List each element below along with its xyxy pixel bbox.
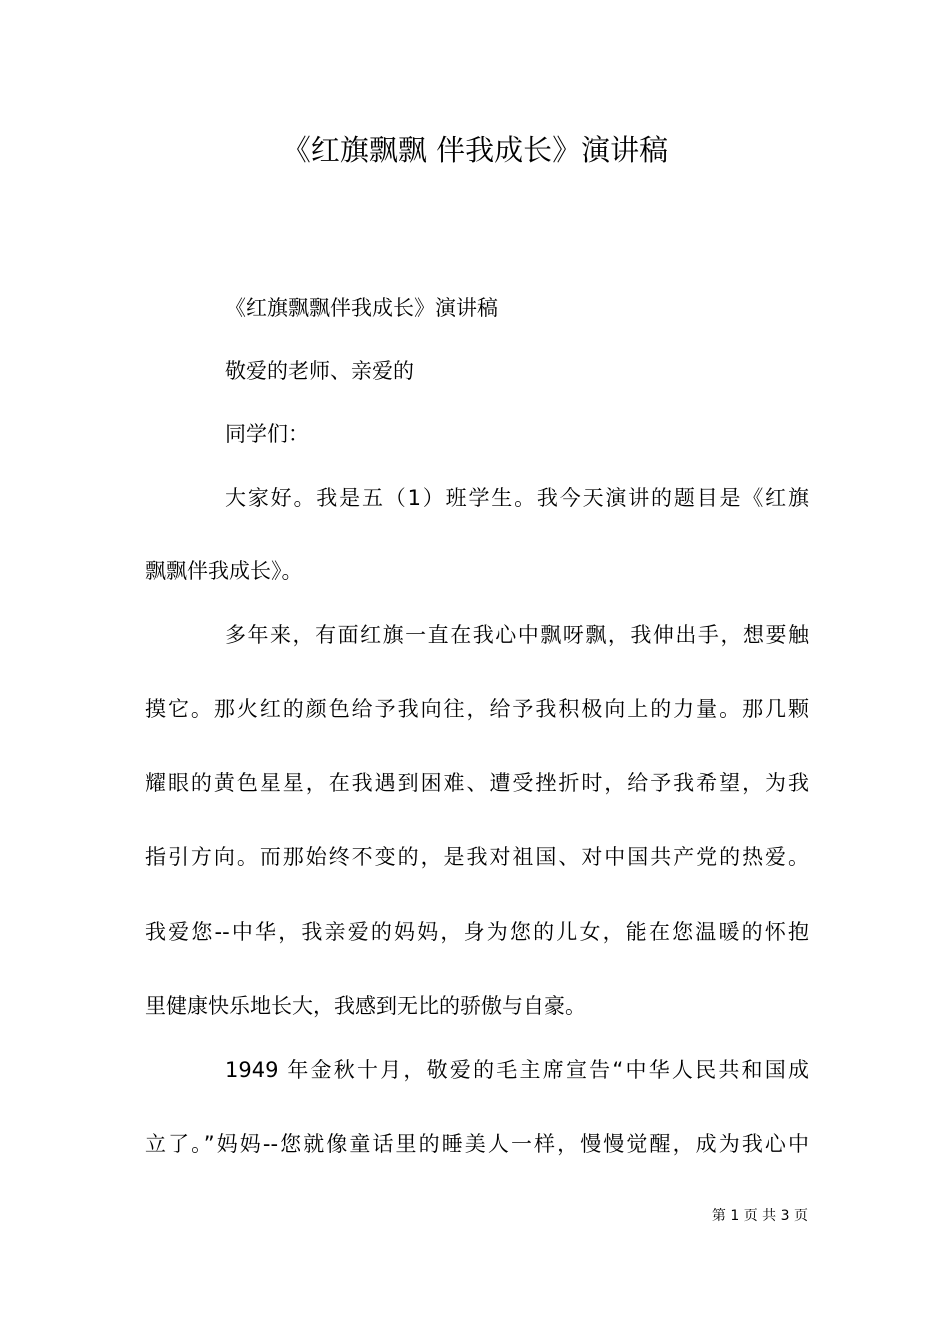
body-line: 指引方向。而那始终不变的，是我对祖国、对中国共产党的热爱。	[145, 845, 809, 869]
body-line: 里健康快乐地长大，我感到无比的骄傲与自豪。	[145, 994, 586, 1018]
body-line: 《红旗飘飘伴我成长》演讲稿	[225, 296, 498, 320]
body-line: 同学们：	[225, 422, 309, 446]
body-line: 大家好。我是五（1）班学生。我今天演讲的题目是《红旗	[225, 486, 809, 510]
body-line: 多年来，有面红旗一直在我心中飘呀飘，我伸出手，想要触	[225, 623, 809, 647]
body-line: 我爱您--中华，我亲爱的妈妈，身为您的儿女，能在您温暖的怀抱	[145, 920, 809, 944]
body-line: 1949 年金秋十月，敬爱的毛主席宣告“中华人民共和国成	[225, 1058, 809, 1082]
body-line: 敬爱的老师、亲爱的	[225, 359, 414, 383]
body-line: 立了。”妈妈--您就像童话里的睡美人一样，慢慢觉醒，成为我心中	[145, 1132, 809, 1156]
body-line: 耀眼的黄色星星，在我遇到困难、遭受挫折时，给予我希望，为我	[145, 771, 809, 795]
page-number: 第 1 页 共 3 页	[711, 1208, 808, 1224]
document-title: 《红旗飘飘 伴我成长》演讲稿	[281, 133, 669, 167]
body-line: 飘飘伴我成长》。	[145, 559, 303, 583]
body-line: 摸它。那火红的颜色给予我向往，给予我积极向上的力量。那几颗	[145, 697, 809, 721]
